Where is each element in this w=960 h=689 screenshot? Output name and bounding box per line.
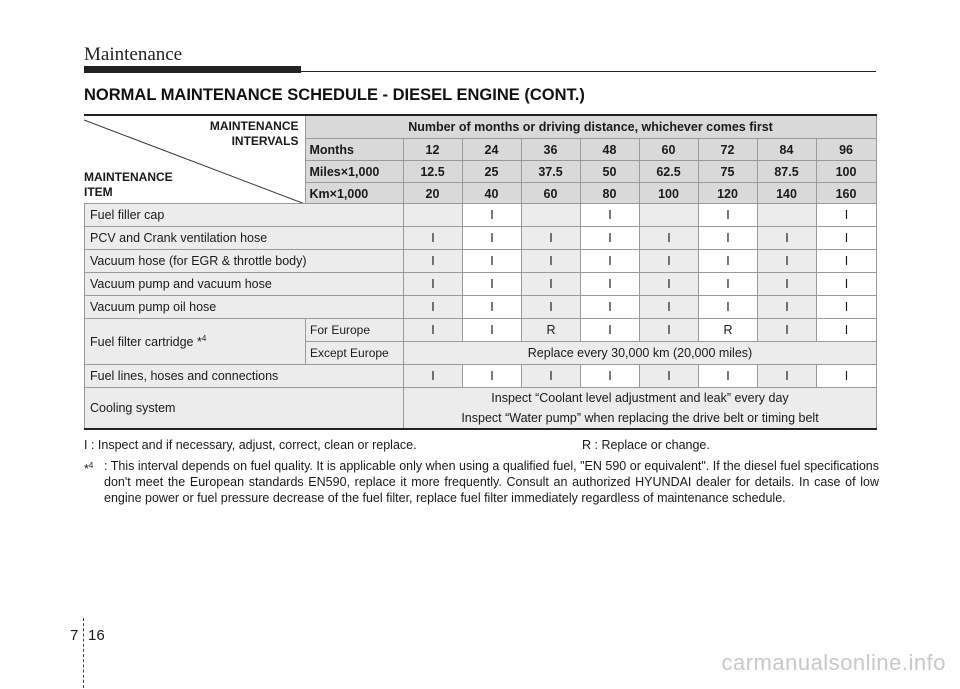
- maintenance-schedule-table: [84, 114, 877, 206]
- interval-cell: I: [463, 227, 522, 250]
- interval-header: Number of months or driving distance, whichever comes first: [305, 115, 876, 139]
- interval-cell: I: [640, 250, 699, 273]
- km-value: 100: [639, 183, 698, 206]
- interval-cell: I: [817, 227, 877, 250]
- fuel-filter-sup: 4: [201, 333, 207, 343]
- item-label: Vacuum pump oil hose: [85, 296, 404, 319]
- footnote-sup: 4: [88, 461, 94, 470]
- schedule-row: [85, 273, 877, 296]
- km-value: 140: [757, 183, 816, 206]
- schedule-row: [85, 296, 877, 319]
- km-value: 40: [462, 183, 521, 206]
- km-value: 80: [580, 183, 639, 206]
- miles-value: 25: [462, 161, 521, 183]
- miles-value: 37.5: [521, 161, 580, 183]
- interval-cell: I: [522, 296, 581, 319]
- interval-cell: I: [758, 227, 817, 250]
- km-value: 60: [521, 183, 580, 206]
- interval-cell: I: [699, 273, 758, 296]
- corner-top-line-1: MAINTENANCE: [209, 119, 299, 133]
- corner-bottom-line-2: ITEM: [84, 185, 113, 199]
- page-title: NORMAL MAINTENANCE SCHEDULE - DIESEL ENGINE (CONT.): [84, 86, 585, 104]
- interval-cell: I: [522, 273, 581, 296]
- miles-label: Miles×1,000: [305, 161, 403, 183]
- interval-cell: I: [581, 319, 640, 342]
- miles-value: 50: [580, 161, 639, 183]
- months-value: 84: [757, 139, 816, 161]
- schedule-row: [85, 365, 877, 388]
- interval-cell: I: [522, 250, 581, 273]
- interval-cell: I: [581, 204, 640, 227]
- footnote: [84, 458, 879, 506]
- interval-cell: I: [404, 319, 463, 342]
- item-label: Fuel filler cap: [85, 204, 404, 227]
- miles-value: 87.5: [757, 161, 816, 183]
- interval-cell: I: [640, 227, 699, 250]
- interval-cell: I: [758, 365, 817, 388]
- schedule-row: [85, 250, 877, 273]
- cooling-system-interval: [404, 388, 877, 430]
- interval-cell: I: [758, 273, 817, 296]
- interval-cell: I: [699, 296, 758, 319]
- km-value: 20: [403, 183, 462, 206]
- interval-cell: I: [463, 319, 522, 342]
- interval-cell: I: [581, 296, 640, 319]
- header-bar: [84, 66, 301, 73]
- legend-replace: R : Replace or change.: [582, 438, 710, 452]
- fuel-filter-label: [85, 319, 306, 365]
- interval-cell: I: [817, 250, 877, 273]
- interval-cell: [522, 204, 581, 227]
- months-value: 96: [816, 139, 876, 161]
- footnote-asterisk: *: [84, 462, 89, 477]
- schedule-row: [85, 204, 877, 227]
- interval-cell: I: [640, 296, 699, 319]
- km-label: Km×1,000: [305, 183, 403, 206]
- corner-item-label: [84, 170, 173, 200]
- interval-cell: I: [581, 227, 640, 250]
- interval-cell: I: [817, 319, 877, 342]
- months-value: 12: [403, 139, 462, 161]
- footnote-text: : This interval depends on fuel quality. It is applicable only when using a qualified fuel, "EN 590 or equivalent". If the diesel fuel specifications don't meet the European standards EN590, replace it more frequently. Consult an authorized HYUNDAI dealer for details. In case of low engine power or fuel pressure decrease of the fuel filter, replace fuel filter immediately regardless of maintenance schedule.: [104, 459, 879, 505]
- interval-cell: R: [522, 319, 581, 342]
- interval-cell: I: [758, 319, 817, 342]
- cooling-line-2: Inspect “Water pump” when replacing the drive belt or timing belt: [461, 411, 819, 425]
- interval-cell: I: [463, 250, 522, 273]
- miles-value: 12.5: [403, 161, 462, 183]
- interval-cell: I: [404, 365, 463, 388]
- interval-cell: I: [404, 296, 463, 319]
- interval-cell: R: [699, 319, 758, 342]
- except-europe-label: Except Europe: [306, 342, 404, 365]
- table-corner-cell: [84, 115, 305, 205]
- interval-cell: I: [817, 273, 877, 296]
- cooling-system-row: [85, 388, 877, 430]
- interval-cell: I: [522, 227, 581, 250]
- interval-cell: I: [581, 250, 640, 273]
- schedule-row: [85, 227, 877, 250]
- corner-top-line-2: INTERVALS: [231, 134, 299, 148]
- items-body: [85, 204, 877, 430]
- interval-cell: I: [640, 273, 699, 296]
- item-label: PCV and Crank ventilation hose: [85, 227, 404, 250]
- corner-bottom-line-1: MAINTENANCE: [84, 170, 173, 184]
- interval-cell: I: [581, 273, 640, 296]
- interval-cell: I: [404, 227, 463, 250]
- chapter-number: 7: [70, 627, 79, 644]
- interval-cell: I: [817, 204, 877, 227]
- footnote-mark: [84, 458, 93, 477]
- interval-cell: I: [699, 365, 758, 388]
- interval-cell: I: [817, 296, 877, 319]
- corner-intervals-label: [210, 119, 299, 149]
- interval-cell: [640, 204, 699, 227]
- months-value: 24: [462, 139, 521, 161]
- interval-cell: I: [699, 204, 758, 227]
- interval-cell: I: [463, 296, 522, 319]
- header-section-title: Maintenance: [84, 44, 183, 65]
- interval-cell: I: [404, 273, 463, 296]
- footer-divider: [83, 618, 85, 688]
- item-label: Vacuum hose (for EGR & throttle body): [85, 250, 404, 273]
- except-europe-interval: Replace every 30,000 km (20,000 miles): [404, 342, 877, 365]
- months-value: 36: [521, 139, 580, 161]
- page-number: 16: [88, 627, 105, 644]
- watermark: carmanualsonline.info: [721, 650, 946, 675]
- months-label: Months: [305, 139, 403, 161]
- cooling-system-label: Cooling system: [85, 388, 404, 430]
- interval-cell: I: [699, 250, 758, 273]
- interval-cell: I: [522, 365, 581, 388]
- miles-value: 100: [816, 161, 876, 183]
- km-value: 120: [698, 183, 757, 206]
- fuel-filter-text: Fuel filter cartridge *: [90, 335, 202, 350]
- months-value: 60: [639, 139, 698, 161]
- maintenance-items-table: [84, 203, 877, 430]
- interval-cell: I: [463, 204, 522, 227]
- km-value: 160: [816, 183, 876, 206]
- item-label: Vacuum pump and vacuum hose: [85, 273, 404, 296]
- for-europe-label: For Europe: [306, 319, 404, 342]
- header-rule: [301, 71, 876, 72]
- cooling-line-1: Inspect “Coolant level adjustment and leak” every day: [491, 391, 789, 405]
- miles-value: 62.5: [639, 161, 698, 183]
- interval-cell: I: [404, 250, 463, 273]
- interval-cell: [404, 204, 463, 227]
- interval-cell: I: [758, 250, 817, 273]
- interval-cell: [758, 204, 817, 227]
- fuel-filter-europe-row: [85, 319, 877, 342]
- miles-value: 75: [698, 161, 757, 183]
- interval-cell: I: [581, 365, 640, 388]
- interval-cell: I: [758, 296, 817, 319]
- legend-inspect: I : Inspect and if necessary, adjust, correct, clean or replace.: [84, 438, 417, 452]
- interval-cell: I: [640, 365, 699, 388]
- interval-cell: I: [640, 319, 699, 342]
- months-value: 48: [580, 139, 639, 161]
- interval-cell: I: [463, 273, 522, 296]
- table-header-row: [84, 115, 876, 139]
- interval-cell: I: [463, 365, 522, 388]
- interval-cell: I: [699, 227, 758, 250]
- interval-cell: I: [817, 365, 877, 388]
- months-value: 72: [698, 139, 757, 161]
- item-label: Fuel lines, hoses and connections: [85, 365, 404, 388]
